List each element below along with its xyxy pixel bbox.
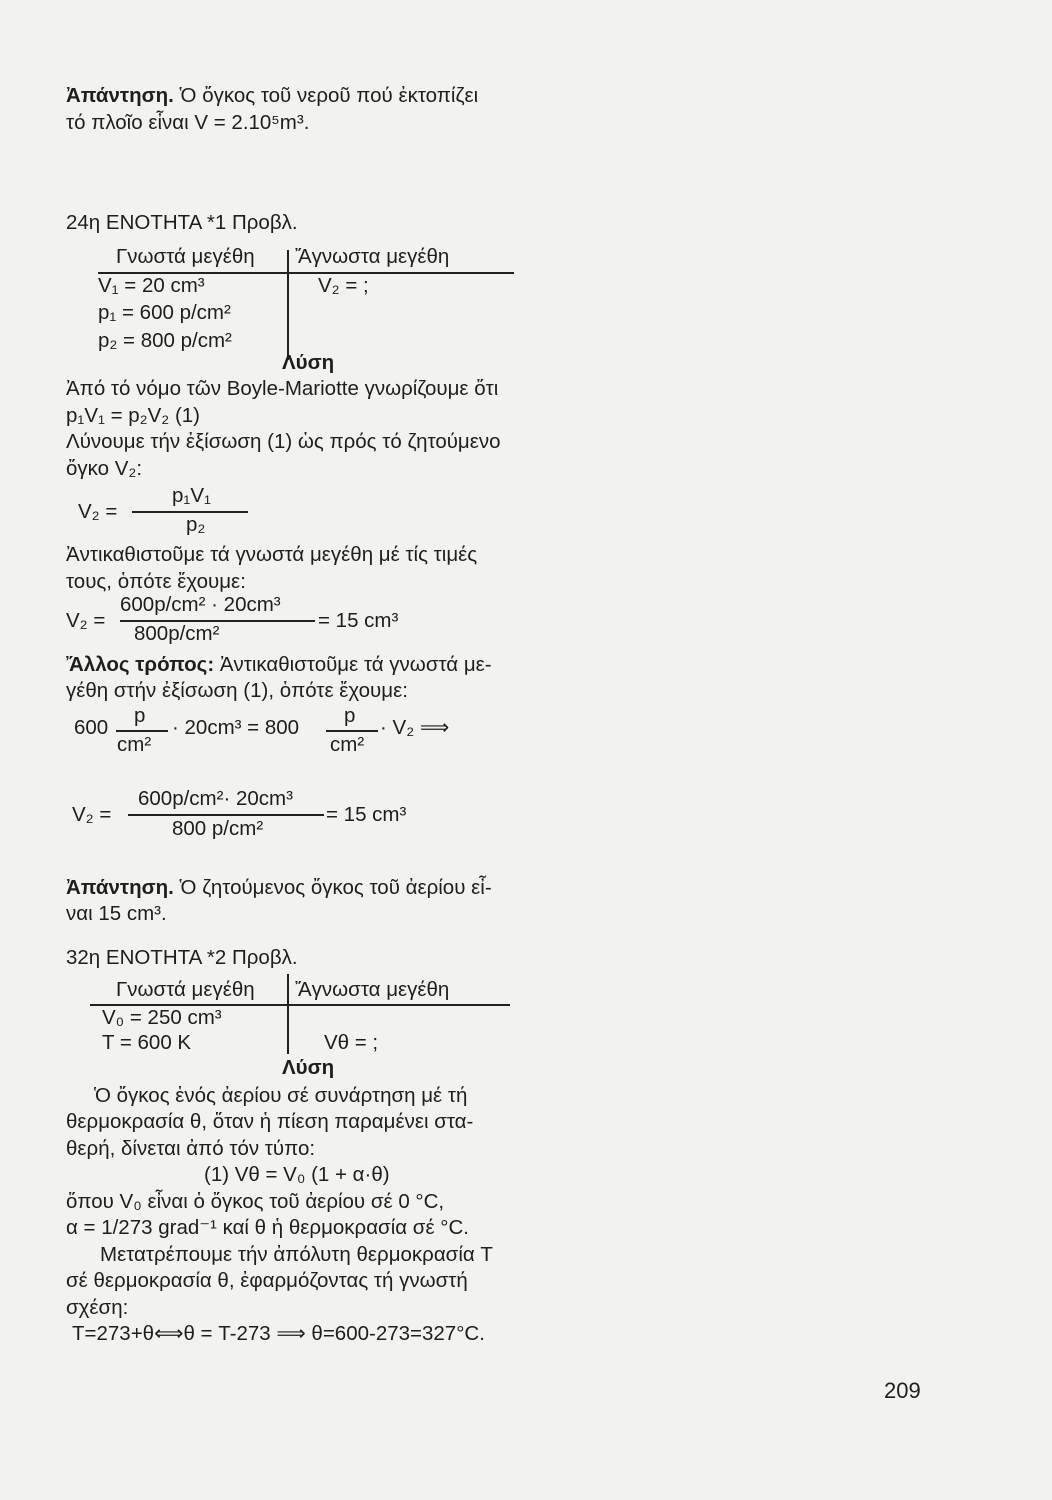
problem-24-heading: 24η ΕΝΟΤΗΤΑ *1 Προβλ. [66,211,298,234]
text-convert-3: σχέση: [66,1296,129,1319]
alt-line-2: γέθη στήν ἐξίσωση (1), ὁπότε ἔχουμε: [66,679,408,702]
fraction-3-denominator: 800 p/cm² [172,817,264,840]
table-divider [287,250,289,360]
answer-1-text: Ὁ ὄγκος τοῦ νεροῦ πού ἐκτοπίζει [173,84,479,107]
unknown-v2: V₂ = ; [318,274,369,297]
unknown-header: Ἄγνωστα μεγέθη [295,245,450,268]
temperature-equation: T=273+θ⟺θ = T-273 ⟹ θ=600-273=327°C. [72,1322,485,1345]
eq2-p1: p [134,704,146,727]
eq2-600: 600 [74,716,109,739]
unknown-header-32: Ἄγνωστα μεγέθη [295,978,450,1001]
fraction-2-denominator: 800p/cm² [134,622,220,645]
answer-2-line-1 [66,876,492,900]
eq2-cm1: cm² [117,733,152,756]
fraction-1-lhs: V₂ = [78,500,118,523]
fraction-3-numerator: 600p/cm²· 20cm³ [138,787,293,810]
known-p2: p₂ = 800 p/cm² [98,329,232,352]
fraction-3-bar [128,814,324,816]
equation-1: p₁V₁ = p₂V₂ (1) [66,404,201,427]
alt-line-1 [66,653,492,677]
fraction-2-result: = 15 cm³ [318,609,399,632]
alt-text-1: Ἀντικαθιστοῦμε τά γνωστά με- [214,653,492,676]
eq2-bar-1 [116,730,168,732]
text-alpha: α = 1/273 grad⁻¹ καί θ ἡ θερμοκρασία σέ °C. [66,1216,469,1239]
fraction-2-numerator: 600p/cm² · 20cm³ [120,593,281,616]
fraction-3-result: = 15 cm³ [326,803,407,826]
known-v0: V₀ = 250 cm³ [102,1006,222,1029]
eq2-bar-2 [326,730,378,732]
formula-1: (1) Vθ = V₀ (1 + α·θ) [204,1163,390,1186]
answer-2-label: Ἀπάντηση. [66,876,174,899]
text-solve-a: Λύνουμε τήν ἐξίσωση (1) ὡς πρός τό ζητούμενο [66,430,501,453]
alt-label: Ἄλλος τρόπος: [66,653,215,676]
solution-label-32: Λύση [282,1056,335,1079]
page-number: 209 [884,1378,921,1403]
text-solve-b: ὄγκο V₂: [66,457,143,480]
known-t: T = 600 K [102,1031,192,1054]
answer-2-line-2: ναι 15 cm³. [66,902,167,925]
known-v1: V₁ = 20 cm³ [98,274,205,297]
eq2-end: · V₂ ⟹ [380,716,450,739]
text-volume-3: θερή, δίνεται ἀπό τόν τύπο: [66,1137,316,1160]
text-convert-2: σέ θερμοκρασία θ, ἐφαρμόζοντας τή γνωστή [66,1269,468,1292]
known-header: Γνωστά μεγέθη [116,245,255,268]
known-header-32: Γνωστά μεγέθη [116,978,255,1001]
answer-1-line-2: τό πλοῖο εἶναι V = 2.10⁵m³. [66,111,310,134]
known-p1: p₁ = 600 p/cm² [98,301,231,324]
fraction-1-denominator: p₂ [186,513,206,536]
answer-2-text: Ὁ ζητούμενος ὄγκος τοῦ ἀερίου εἶ- [173,876,492,899]
solution-label-24: Λύση [282,351,335,374]
text-where: ὅπου V₀ εἶναι ὁ ὄγκος τοῦ ἀερίου σέ 0 °C, [66,1190,445,1213]
text-convert-1: Μετατρέπουμε τήν ἀπόλυτη θερμοκρασία T [100,1243,493,1266]
answer-1-label: Ἀπάντηση. [66,84,174,107]
text-substitute-b: τους, ὁπότε ἔχουμε: [66,570,246,593]
eq2-middle: · 20cm³ = 800 [172,716,300,739]
answer-1-line-1 [66,84,478,108]
eq2-p2: p [344,704,356,727]
text-volume-2: θερμοκρασία θ, ὅταν ἡ πίεση παραμένει στα- [66,1110,474,1133]
fraction-1-numerator: p₁V₁ [172,484,211,507]
problem-32-heading: 32η ΕΝΟΤΗΤΑ *2 Προβλ. [66,946,298,969]
fraction-2-lhs: V₂ = [66,609,106,632]
text-substitute-a: Ἀντικαθιστοῦμε τά γνωστά μεγέθη μέ τίς τιμές [66,543,478,566]
table-divider-32 [287,974,289,1054]
text-volume-1: Ὁ ὄγκος ἑνός ἀερίου σέ συνάρτηση μέ τή [94,1084,468,1107]
eq2-cm2: cm² [330,733,365,756]
fraction-3-lhs: V₂ = [72,803,112,826]
text-boyle: Ἀπό τό νόμο τῶν Boyle-Mariotte γνωρίζουμε ὅτι [66,377,499,400]
unknown-vtheta: Vθ = ; [324,1031,379,1054]
